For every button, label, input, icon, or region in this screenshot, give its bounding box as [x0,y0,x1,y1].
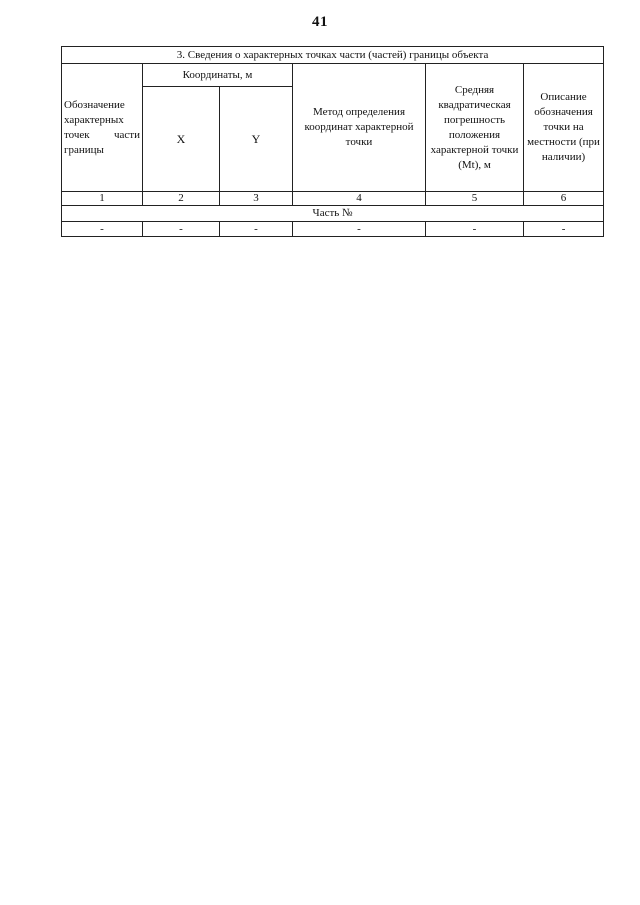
table-title: 3. Сведения о характерных точках части (частей) границы объекта [62,47,604,64]
table-cell: - [220,222,293,237]
column-number-row [62,192,604,206]
header-x: X [143,87,220,192]
header-coordinates: Координаты, м [143,64,293,87]
table-cell: - [143,222,220,237]
table-cell: - [293,222,426,237]
table-title-row [62,47,604,64]
column-number: 5 [426,192,524,206]
column-number: 4 [293,192,426,206]
header-row-top [62,64,604,87]
column-number: 1 [62,192,143,206]
column-number: 3 [220,192,293,206]
header-accuracy: Средняя квадратическая погрешность положения характерной точки (Mt), м [426,64,524,192]
column-number: 6 [524,192,604,206]
header-method: Метод определения координат характерной точки [293,64,426,192]
table-cell: - [62,222,143,237]
table-cell: - [524,222,604,237]
part-label: Часть № [62,206,604,222]
page-number: 41 [312,14,328,30]
header-y: Y [220,87,293,192]
column-number: 2 [143,192,220,206]
table-row [62,222,604,237]
part-row [62,206,604,222]
table-cell: - [426,222,524,237]
header-point-designation: Обозначение характерных точек части границы [62,64,143,192]
header-description: Описание обозначения точки на местности (при наличии) [524,64,604,192]
characteristic-points-table [61,46,604,237]
